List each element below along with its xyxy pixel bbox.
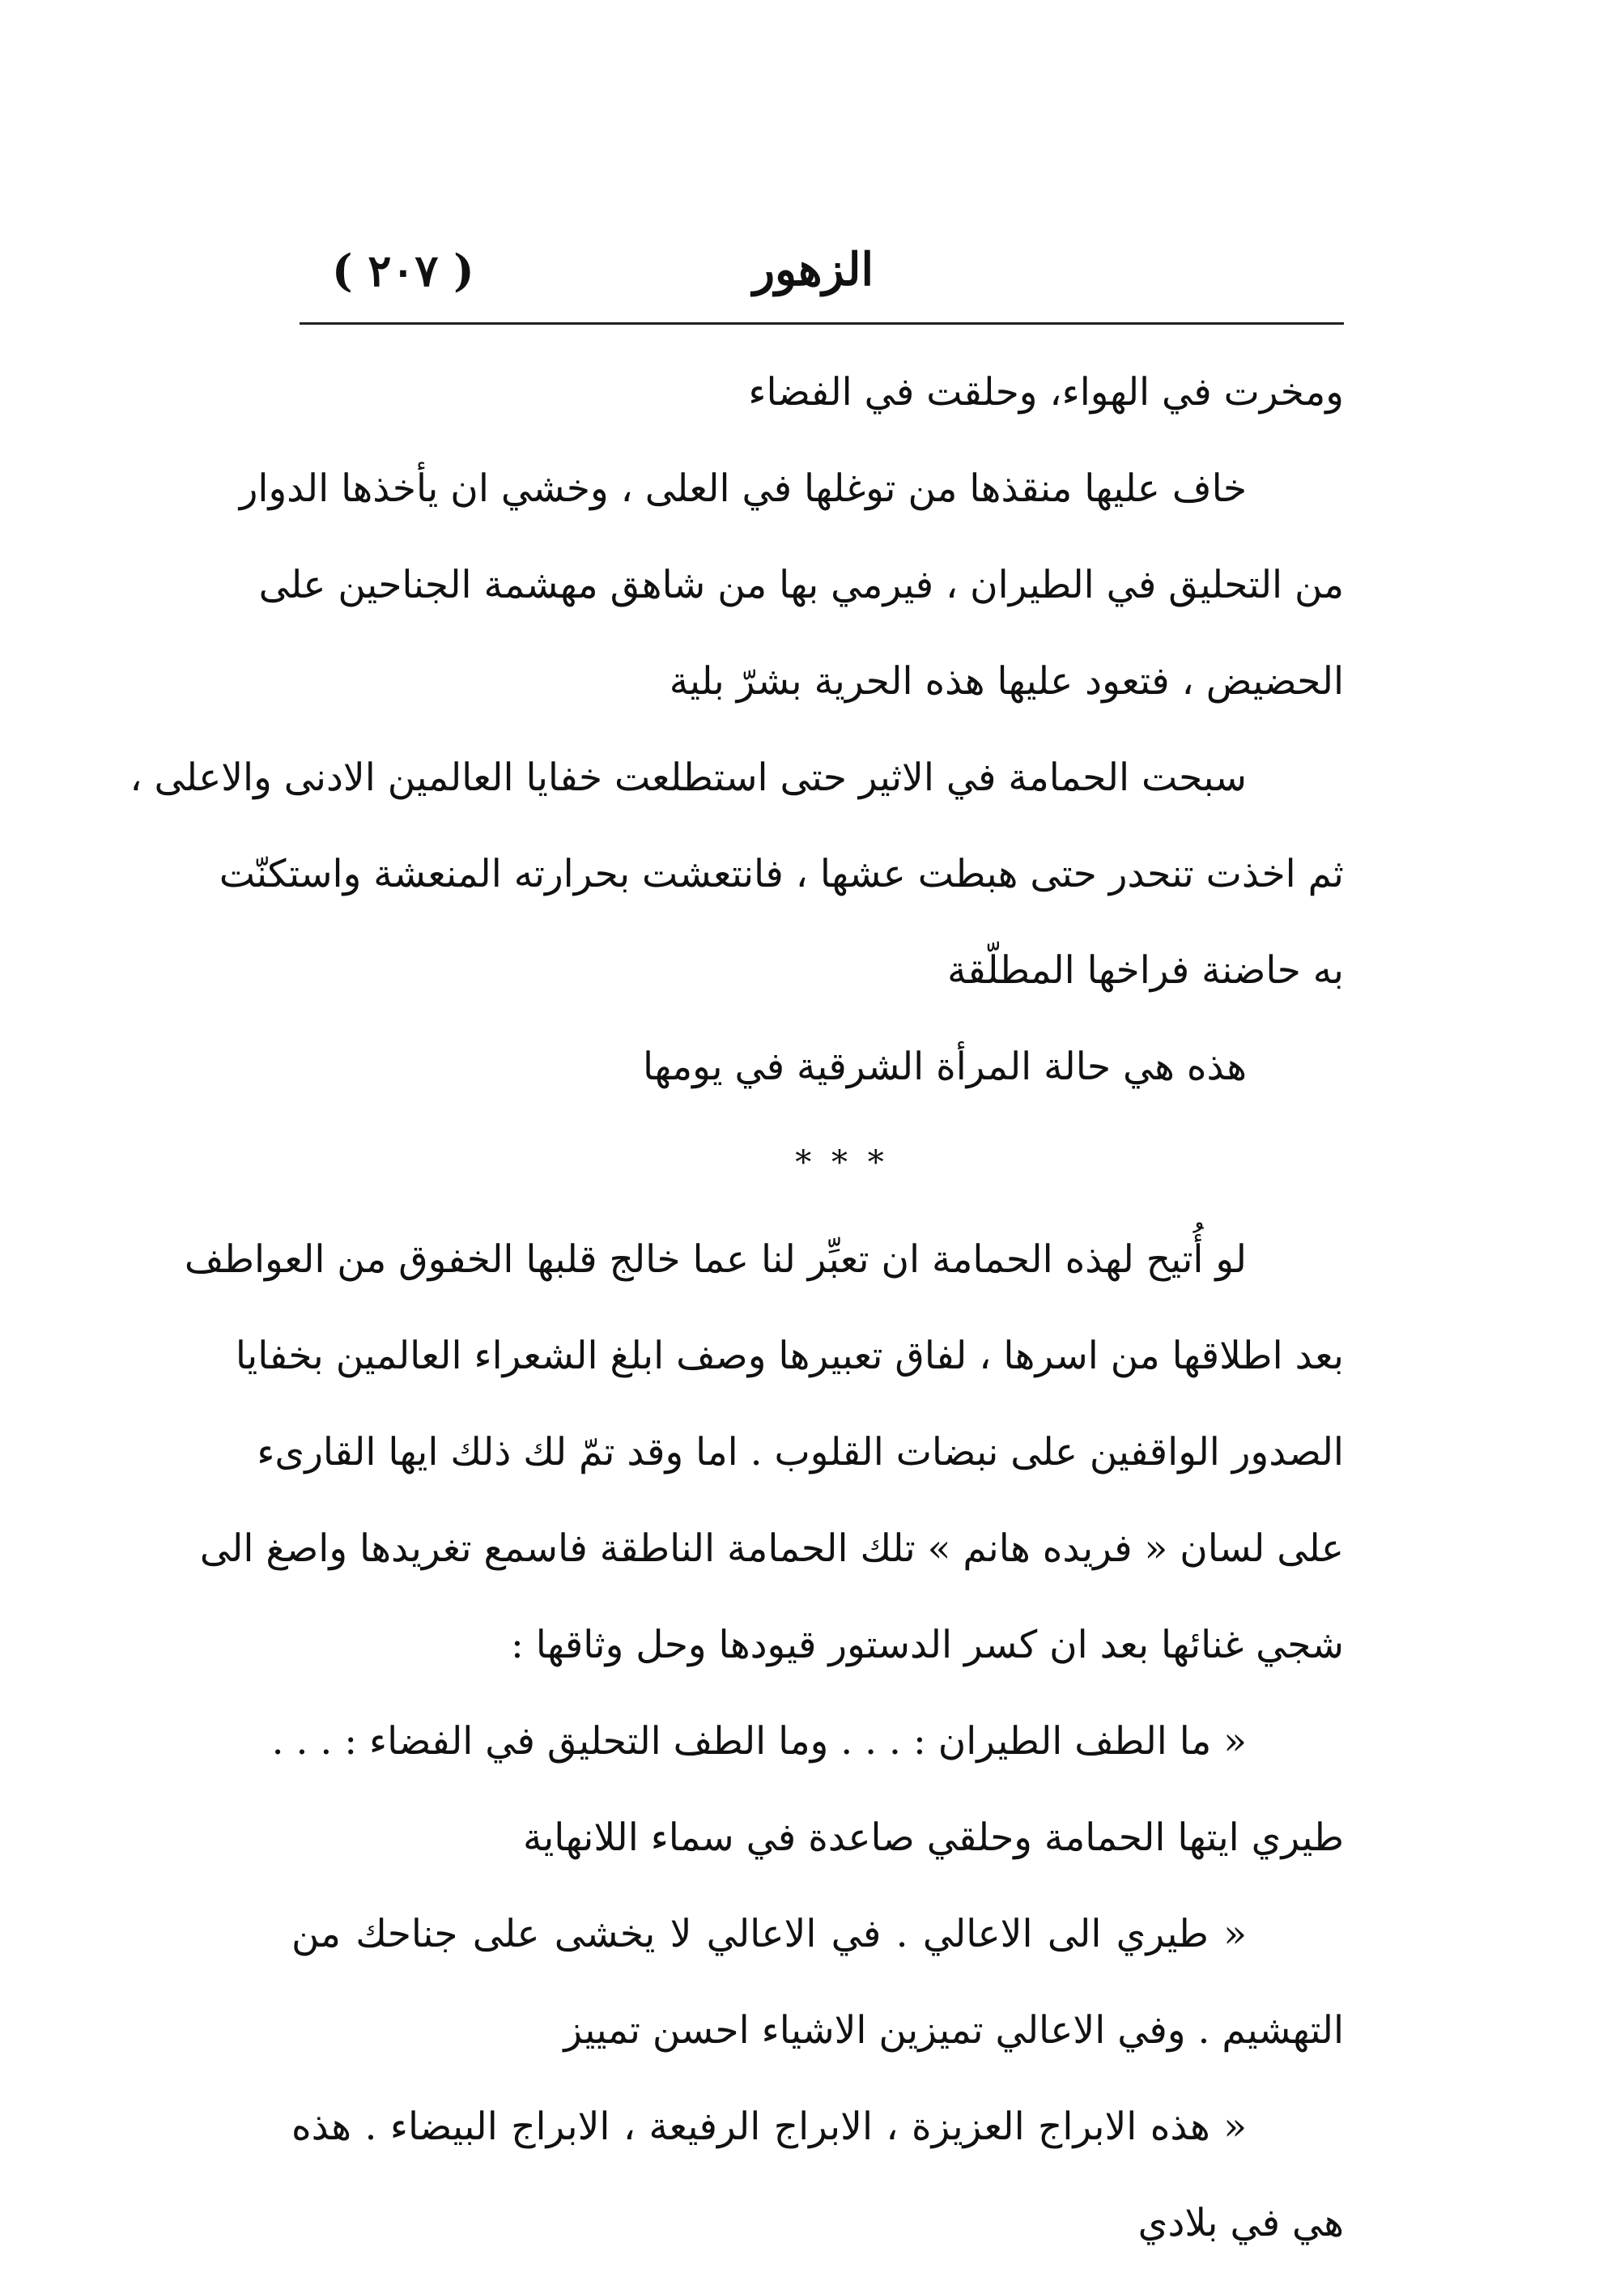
text-line: طيري ايتها الحمامة وحلقي صاعدة في سماء اللانهاية xyxy=(523,1815,1344,1860)
header-rule xyxy=(300,322,1344,325)
text-line: شجي غنائها بعد ان كسر الدستور قيودها وحل وثاقها : xyxy=(510,1623,1344,1667)
section-separator: * * * xyxy=(795,1144,889,1181)
text-line: من التحليق في الطيران ، فيرمي بها من شاهق مهشمة الجناحين على xyxy=(258,563,1344,607)
text-line: التهشيم . وفي الاعالي تميزين الاشياء احسن تمييز xyxy=(563,2008,1344,2053)
text-line: الصدور الواقفين على نبضات القلوب . اما وقد تمّ لك ذلك ايها القارىء xyxy=(257,1430,1344,1475)
text-line: به حاضنة فراخها المطلّقة xyxy=(947,948,1344,993)
text-line: « ما الطف الطيران : . . . وما الطف التحليق في الفضاء : . . . xyxy=(271,1719,1247,1764)
text-line: الحضيض ، فتعود عليها هذه الحرية بشرّ بلية xyxy=(669,659,1344,704)
text-line: ثم اخذت تنحدر حتى هبطت عشها ، فانتعشت بحرارته المنعشة واستكنّت xyxy=(219,852,1344,896)
text-line: لو أُتيح لهذه الحمامة ان تعبِّر لنا عما خالج قلبها الخفوق من العواطف xyxy=(184,1237,1247,1282)
text-line: على لسان « فريده هانم » تلك الحمامة الناطقة فاسمع تغريدها واصغ الى xyxy=(199,1526,1344,1571)
text-line: بعد اطلاقها من اسرها ، لفاق تعبيرها وصف ابلغ الشعراء العالمين بخفايا xyxy=(235,1334,1344,1378)
text-line: سبحت الحمامة في الاثير حتى استطلعت خفايا العالمين الادنى والاعلى ، xyxy=(130,755,1247,800)
text-line: هذه هي حالة المرأة الشرقية في يومها xyxy=(643,1045,1247,1089)
text-line: ومخرت في الهواء، وحلقت في الفضاء xyxy=(748,370,1344,415)
text-line: « هذه الابراج العزيزة ، الابراج الرفيعة ، الابراج البيضاء . هذه xyxy=(291,2105,1247,2149)
text-line: خاف عليها منقذها من توغلها في العلى ، وخشي ان يأخذها الدوار xyxy=(239,466,1247,511)
body-text xyxy=(130,344,1344,2271)
text-line: هي في بلادي xyxy=(1137,2201,1344,2245)
text-line: « طيري الى الاعالي . في الاعالي لا يخشى على جناحك من xyxy=(291,1912,1247,1956)
running-title: الزهور xyxy=(753,243,874,296)
page-number: ( ٢٠٧ ) xyxy=(332,245,474,296)
page-header xyxy=(300,236,1344,326)
